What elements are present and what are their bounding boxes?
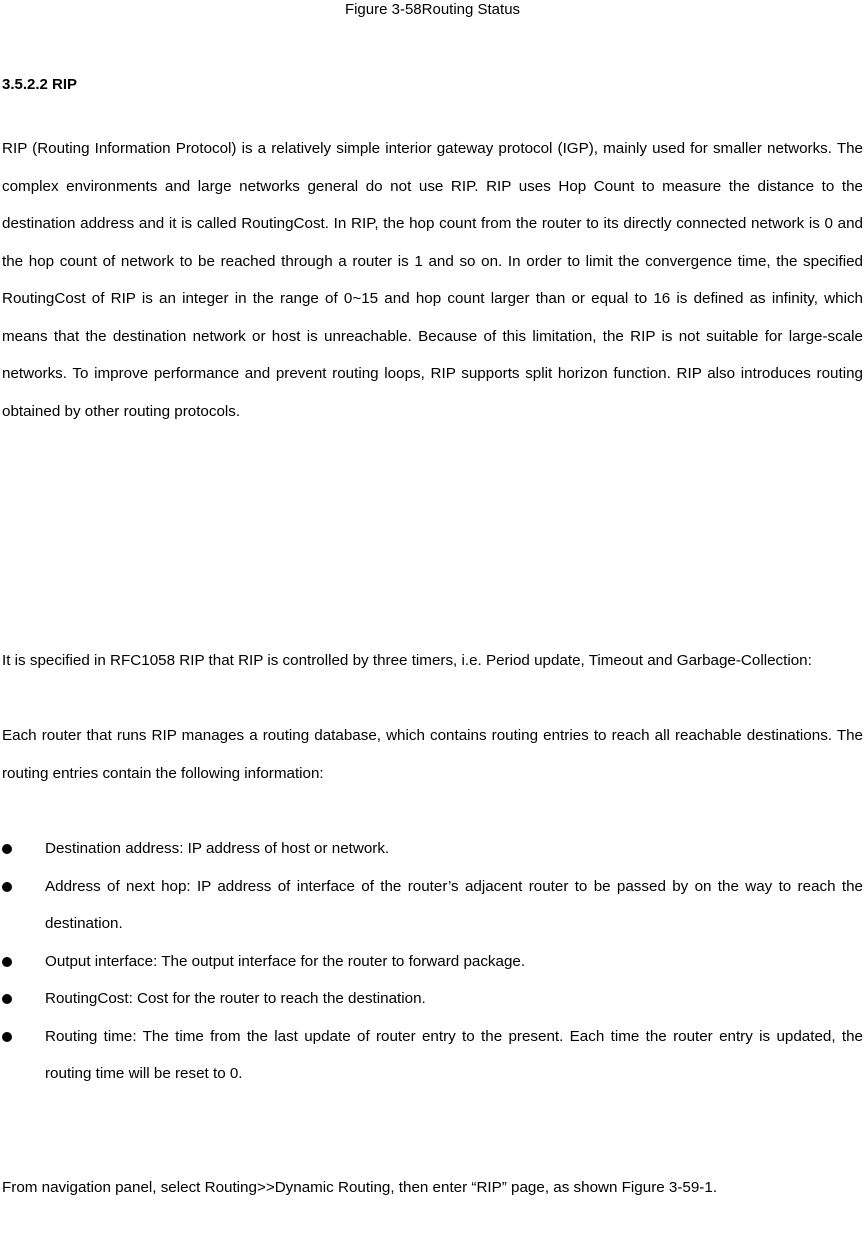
paragraph-intro: RIP (Routing Information Protocol) is a relatively simple interior gateway protocol (IGP), mainly used for smaller networks. The complex environments and large networks general do not use RIP. RIP uses Hop Count to measure the distance to the destination address and it is called RoutingCost. In RIP, the hop count from the router to its directly connected network is 0 and the hop count of network to be reached through a router is 1 and so on. In order to limit the convergence time, the specified RoutingCost of RIP is an integer in the range of 0~15 and hop count larger than or equal to 16 is defined as infinity, which means that the destination network or host is unreachable. Because of this limitation, the RIP is not suitable for large-scale networks. To improve performance and prevent routing loops, RIP supports split horizon function. RIP also introduces routing obtained by other routing protocols. (2, 140, 863, 420)
list-item-text: Destination address: IP address of host or network. (45, 840, 390, 857)
bullet-dot-icon (2, 882, 12, 892)
figure-caption: Figure 3-58Routing Status (344, 1, 521, 18)
section-heading: 3.5.2.2 RIP (2, 76, 78, 93)
list-item-text: Routing time: The time from the last update of router entry to the present. Each time the router entry is updated, the routing time will be reset to 0. (45, 1027, 863, 1082)
list-item-text: RoutingCost: Cost for the router to reach the destination. (45, 990, 426, 1007)
bullet-dot-icon (2, 957, 12, 967)
bullet-dot-icon (2, 844, 12, 854)
list-item (2, 868, 863, 943)
list-item (2, 1018, 863, 1093)
bullet-dot-icon (2, 994, 12, 1004)
bullet-dot-icon (2, 1032, 12, 1042)
list-item-text: Address of next hop: IP address of interface of the router’s adjacent router to be passed by on the way to reach the destination. (45, 877, 863, 932)
list-item (2, 830, 863, 868)
info-bullet-list (2, 830, 863, 1093)
list-item (2, 980, 863, 1018)
paragraph-navigation: From navigation panel, select Routing>>Dynamic Routing, then enter “RIP” page, as shown Figure 3-59-1. (2, 1179, 718, 1196)
list-item (2, 943, 863, 981)
paragraph-timers: It is specified in RFC1058 RIP that RIP is controlled by three timers, i.e. Period update, Timeout and Garbage-Collection: (2, 652, 812, 669)
list-item-text: Output interface: The output interface for the router to forward package. (45, 952, 526, 970)
paragraph-database: Each router that runs RIP manages a routing database, which contains routing entries to reach all reachable destinations. The routing entries contain the following information: (2, 727, 863, 782)
